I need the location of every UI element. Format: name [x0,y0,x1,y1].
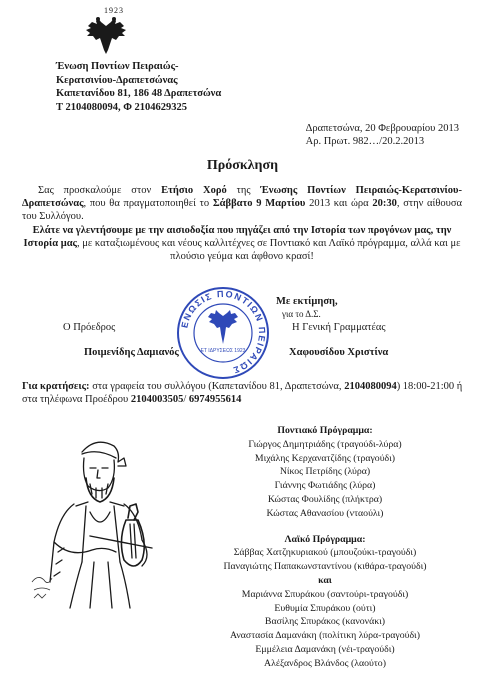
page-title: Πρόσκληση [206,158,279,173]
list-item: Παναγιώτης Παπακωνσταντίνου (κιθάρα-τραγούδι) [223,561,427,573]
program-list [175,424,475,671]
invitation-text [22,184,462,263]
list-item: Εμμέλεια Δαμανάκη (νέι-τραγούδι) [255,643,395,655]
list-item: Μιχάλης Κερχανατζίδης (τραγούδι) [254,452,396,464]
secretary-title: Η Γενική Γραμματέας [292,322,386,333]
list-item: Γιώργος Δημητριάδης (τραγούδι-λύρα) [248,438,402,450]
list-item: Βασίλης Σπυράκος (κανονάκι) [264,616,386,628]
list-item: Κώστας Αθανασίου (νταούλι) [266,507,384,519]
list-item: Αλέξανδρος Βλάνδος (λαούτο) [264,657,386,669]
organization-address [56,60,221,114]
stamp-subtext: ΕΤ ΙΔΡΥΣΕΩΣ 1923 [200,348,246,354]
list-item: Σάββας Χατζηκυριακού (μπουζούκι-τραγούδι) [233,547,417,559]
org-line: Ένωση Ποντίων Πειραιώς- [56,61,179,72]
president-title: Ο Πρόεδρος [63,322,116,333]
list-item: Νίκος Πετρίδης (λύρα) [279,466,371,478]
pontic-program-heading: Ποντιακό Πρόγραμμα: [277,425,373,436]
laiko-program-heading: Λαϊκό Πρόγραμμα: [284,533,366,545]
list-item: Μαριάννα Σπυράκου (σαντούρι-τραγούδι) [241,588,409,600]
org-line: Κερατσινίου-Δραπετσώνας [56,74,178,86]
list-item: Ευθυμία Σπυράκου (ούτι) [274,602,376,614]
double-headed-eagle-logo [84,16,128,56]
org-line: Τ 2104080094, Φ 2104629325 [56,101,188,113]
founding-year: 1923 [104,6,124,15]
board-text: για το Δ.Σ. [282,309,321,319]
list-item: Γιάννης Φωτιάδης (λύρα) [274,480,376,492]
list-item: Κώστας Φουλίδης (πλήκτρα) [267,493,383,505]
paragraph-2: Ελάτε να γλεντήσουμε με την αισιοδοξία που πηγάζει από την Ιστορία των προγόνων μας, την Ιστορία μας, με καταξιωμένους και νέους καλλιτέχνες σε Ποντιακό και Λαϊκό πρόγραμμα, αλλά και με πλούσιο γεύμα και άφθονο κρασί! [23,225,461,262]
musician-drawing [30,432,174,612]
list-item: Αναστασία Δαμανάκη (πολίτικη λύρα-τραγούδι) [230,630,420,642]
and-separator: και [318,574,332,586]
stamp-text: ΕΝΩΣΙΣ ΠΟΝΤΙΩΝ ΠΕΙΡΑΙΩΣ [179,288,268,376]
reservations-text: Για κρατήσεις: στα γραφεία του συλλόγου (Καπετανίδου 81, Δραπετσώνα, 2104080094) 18:00-21:00 ή στα τηλέφωνα Προέδρου 2104003505/ 6974955614 [22,381,463,405]
paragraph-1: Σας προσκαλούμε στον Ετήσιο Χορό της Ένωσης Ποντίων Πειραιώς-Κερατσινίου-Δραπετσώνας, που θα πραγματοποιηθεί το Σάββατο 9 Μαρτίου 2013 και ώρα 20:30, στην αίθουσα του Συλλόγου. [22,185,462,222]
president-name: Ποιμενίδης Δαμιανός [84,347,179,358]
regards-text: Με εκτίμηση, [276,296,338,307]
reservations-label: Για κρατήσεις: [22,381,90,392]
date-line: Δραπετσώνα, 20 Φεβρουαρίου 2013 [305,123,459,134]
secretary-name: Χαφουσίδου Χριστίνα [289,347,389,358]
association-stamp [176,286,270,380]
org-line: Καπετανίδου 81, 186 48 Δραπετσώνα [56,88,222,99]
date-block [306,122,459,148]
protocol-line: Αρ. Πρωτ. 982…/20.2.2013 [305,136,425,147]
